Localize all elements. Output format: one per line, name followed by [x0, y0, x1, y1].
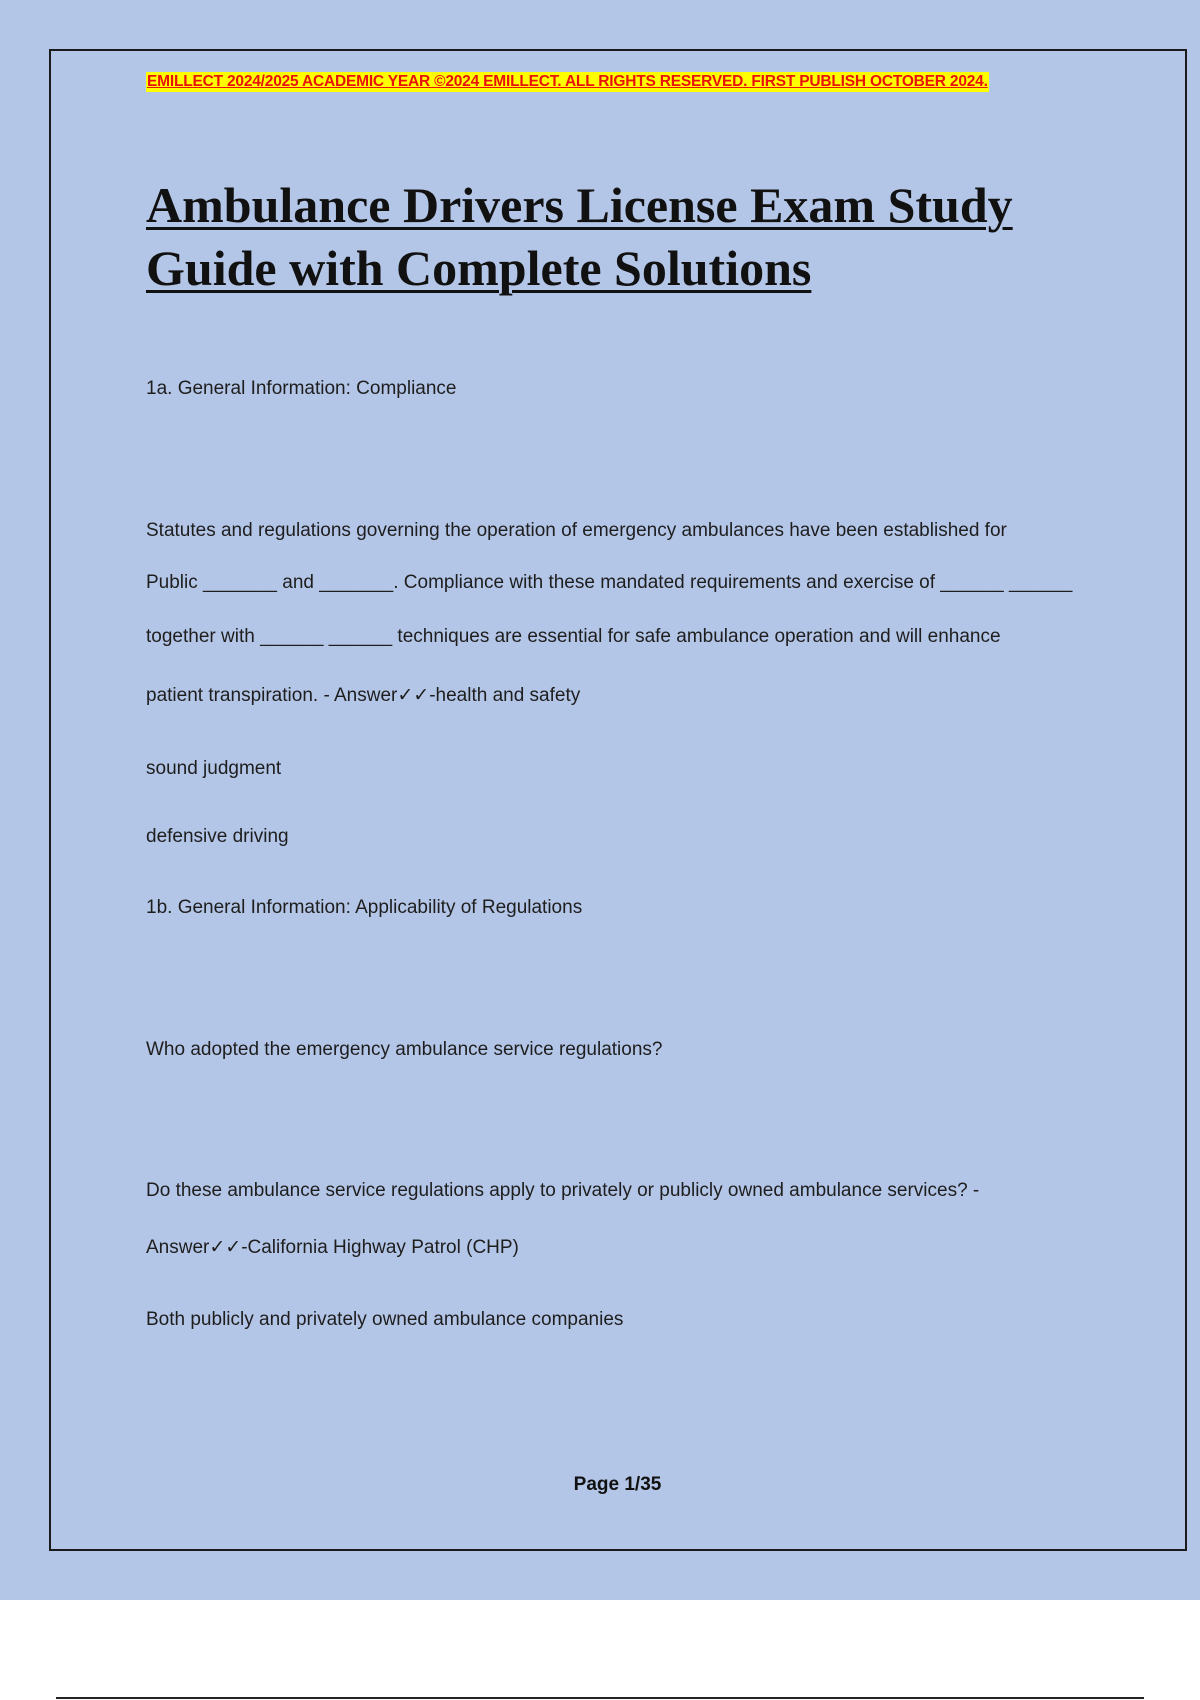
answer-1-line-3: defensive driving [146, 826, 289, 847]
question-2: Who adopted the emergency ambulance service regulations? [146, 1039, 663, 1060]
question-1-line-1: Statutes and regulations governing the operation of emergency ambulances have been established for [146, 520, 1007, 541]
section-heading-1a: 1a. General Information: Compliance [146, 378, 457, 399]
page-number: Page 1/35 [573, 1474, 662, 1495]
answer-3: Both publicly and privately owned ambulance companies [146, 1309, 624, 1330]
copyright-banner: EMILLECT 2024/2025 ACADEMIC YEAR ©2024 EMILLECT. ALL RIGHTS RESERVED. FIRST PUBLISH OCTOBER 2024. [147, 73, 988, 90]
answer-1-line-2: sound judgment [146, 758, 282, 779]
bottom-divider [56, 1697, 1144, 1699]
title-line-2: Guide with Complete Solutions [146, 240, 812, 296]
question-3-line-2: Answer✓✓-California Highway Patrol (CHP) [146, 1237, 519, 1258]
document-title [146, 174, 1086, 300]
question-3-line-1: Do these ambulance service regulations apply to privately or publicly owned ambulance services? - [146, 1180, 980, 1201]
question-1-line-2: Public _______ and _______. Compliance with these mandated requirements and exercise of ______ ______ [146, 572, 1073, 593]
question-1-line-3: together with ______ ______ techniques are essential for safe ambulance operation and will enhance [146, 626, 1001, 647]
section-heading-1b: 1b. General Information: Applicability of Regulations [146, 897, 583, 918]
question-1-line-4: patient transpiration. - Answer✓✓-health and safety [146, 685, 581, 706]
title-line-1: Ambulance Drivers License Exam Study [146, 177, 1013, 233]
